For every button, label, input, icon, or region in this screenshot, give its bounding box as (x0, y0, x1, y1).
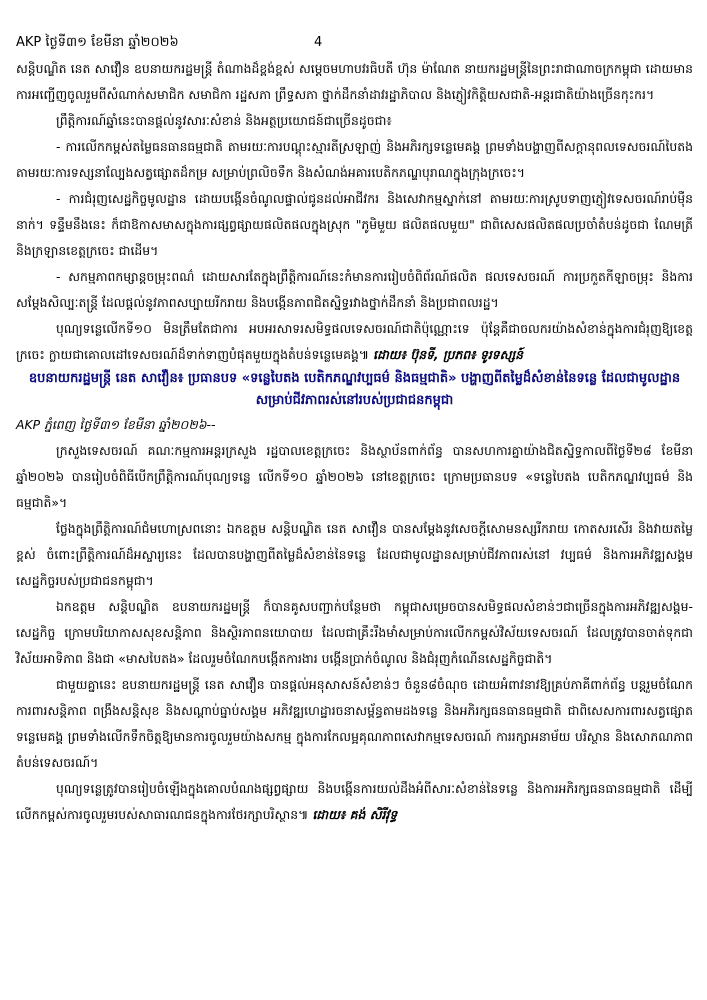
article-paragraph: ឯកឧត្តម សន្តិបណ្ឌិត ឧបនាយករដ្ឋមន្ត្រី ក៏បានគូសបញ្ជាក់បន្ថែមថា កម្ពុជាសម្រេចបានសមិទ្ធផលសំខាន់ៗជាច្រើនក្នុងការអភិវឌ្ឍសង្គម-សេដ្ឋកិច្ច ក្រោមបរិយាកាសសុខសន្តិភាព និងស្ថិរភាពនយោបាយ ដែលជាគ្រឹះរឹងមាំសម្រាប់ការលើកកម្ពស់វិស័យទេសចរណ៍ ដែលត្រូវបានចាត់ទុកជាវិស័យអាទិភាព និងជា «មាសបៃតង» ដែលរួមចំណែកបង្កើតការងារ បង្កើនប្រាក់ចំណូល និងជំរុញកំណើនសេដ្ឋកិច្ចជាតិ។ (16, 599, 693, 666)
article-paragraph: ក្រសួងទេសចរណ៍ គណៈកម្មការអន្តរក្រសួង រដ្ឋបាលខេត្តក្រចេះ និងស្ថាប័នពាក់ព័ន្ធ បានសហការគ្នាយ៉ាងជិតស្និទ្ធកាលពីថ្ងៃទី២៨ ខែមីនា ឆ្នាំ២០២៦ បានរៀបចំពិធីបើកព្រឹត្តិការណ៍បុណ្យទន្លេ លើកទី១០ ឆ្នាំ២០២៦ នៅខេត្តក្រចេះ ក្រោមប្រធានបទ «ទន្លេបៃតង បេតិកភណ្ឌវប្បធម៌ និងធម្មជាតិ»។ (16, 443, 693, 510)
paragraph-continued: សន្តិបណ្ឌិត នេត សាវឿន ឧបនាយករដ្ឋមន្ត្រី តំណាងដ៏ខ្ពង់ខ្ពស់ សម្ដេចមហាបវរធិបតី ហ៊ុន ម៉ាណែត នាយករដ្ឋមន្ត្រីនៃព្រះរាជាណាចក្រកម្ពុជា ដោយមានការអញ្ជើញចូលរួមពីសំណាក់សមាជិក សមាជិកា រដ្ឋសភា ព្រឹទ្ធសភា ថ្នាក់ដឹកនាំដាវរដ្ឋាភិបាល និងភ្ញៀវកិត្តិយសជាតិ-អន្តរជាតិយ៉ាងច្រើនកុះករ។ (16, 61, 693, 102)
bullet-item: - សកម្មភាពកម្សាន្តចម្រុះពណ៌ ដោយសារតែក្នុងព្រឹត្តិការណ៍នេះកំមានការរៀបចំពិព័រណ៍ផលិត ផលទេសចរណ៍ ការប្រកួតកីឡាចម្រុះ និងការសម្ដែងសិល្បៈតន្ត្រី ដែលផ្ដល់នូវភាពសប្បាយរីករាយ និងបង្កើនភាពជិតស្និទ្ធរវាងថ្នាក់ដឹកនាំ និងប្រជាពលរដ្ឋ។ (16, 269, 693, 310)
article-byline: ដោយ៖ ប៊ុនទី, ប្រភព៖ ទូរទស្សន៍ (373, 347, 524, 362)
article-previous (16, 56, 693, 368)
article-paragraph-text: បុណ្យទន្លេត្រូវបានរៀបចំឡើងក្នុងគោលបំណងផ្សព្វផ្សាយ និងបង្កើនការយល់ដឹងអំពីសារៈសំខាន់នៃទន្លេ និងការអភិរក្សធនធានធម្មជាតិ ដើម្បីលើកកម្ពស់ការចូលរួមរបស់សាធារណជនក្នុងការថែរក្សាបរិស្ថាន៕ (16, 781, 693, 822)
page-number: 4 (314, 35, 323, 50)
article-dateline: AKP ភ្នំពេញ ថ្ងៃទី៣១ ខែមីនា ឆ្នាំ២០២៦-- (16, 417, 216, 432)
paragraph-closing (16, 316, 693, 368)
page-header (16, 34, 693, 56)
article-main (16, 368, 693, 828)
article-byline: ដោយ៖ គង់ សិរីវុទ្ធ (312, 807, 398, 822)
article-paragraph: ថ្លែងក្នុងព្រឹត្តិការណ៍ជំមហោស្រពនោះ ឯកឧត្តម សន្តិបណ្ឌិត នេត សាវឿន បានសម្ដែងនូវសេចក្ដីសោមនស្សរីករាយ កោតសរសើរ និងវាយតម្លៃខ្ពស់ ចំពោះព្រឹត្តិការណ៍ដ៏អស្ចារ្យនេះ ដែលបានបង្ហាញពីតម្លៃដ៏សំខាន់នៃទន្លេ ដែលជាមូលដ្ឋានសម្រាប់ជីវភាពរស់នៅ វប្បធម៌ និងការអភិវឌ្ឍសង្គមសេដ្ឋកិច្ចរបស់ប្រជាជនកម្ពុជា។ (16, 521, 693, 588)
header-dateline: AKP ថ្ងៃទី៣១ ខែមីនា ឆ្នាំ២០២៦ (16, 35, 179, 50)
article-paragraph: ជាមួយគ្នានេះ ឧបនាយករដ្ឋមន្ត្រី នេត សាវឿន បានផ្ដល់អនុសាសន៍សំខាន់ៗ ចំនួន៨ចំណុច ដោយអំពាវនាវឱ្យគ្រប់ភាគីពាក់ព័ន្ធ បន្តរួមចំណែកការពារសន្តិភាព ពង្រឹងសន្តិសុខ និងសណ្ដាប់ធ្នាប់សង្គម អភិវឌ្ឍហេដ្ឋារចនាសម្ព័ន្ធតាមដងទន្លេ និងអភិរក្សធនធានធម្មជាតិ ជាពិសេសការពារសត្វផ្សោតទន្លេមេគង្គ ព្រមទាំងលើកទឹកចិត្តឱ្យមានការចូលរួមយ៉ាងសកម្ម ក្នុងការកែលម្អគុណភាពសេវាកម្មទេសចរណ៍ ការរក្សាអនាម័យ បរិស្ថាន និងសោភណភាពតំបន់ទេសចរណ៍។ (16, 677, 693, 770)
bullet-item: - ការលើកកម្ពស់តម្លៃធនធានធម្មជាតិ តាមរយៈការបណ្ដុះស្មារតីស្រឡាញ់ និងអភិរក្សទន្លេមេគង្គ ព្រមទាំងបង្ហាញពីសក្ដានុពលទេសចរណ៍បៃតង តាមរយៈការទស្សនាល្បែងសត្វផ្សោតដ៏កម្រ សម្រាប់ព្រលិចទឹក និងសំណង់អគារបេតិកភណ្ឌបុរាណក្នុងក្រុងក្រចេះ។ (16, 139, 693, 180)
article-paragraph-last (16, 776, 693, 828)
paragraph-intro: ព្រឹត្តិការណ៍ឆ្នាំនេះបានផ្ដល់នូវសារៈសំខាន់ និងអត្ថប្រយោជន៍ជាច្រើនដូចជា៖ (56, 113, 392, 128)
bullet-item: - ការជំរុញសេដ្ឋកិច្ចមូលដ្ឋាន ដោយបង្កើនចំណូលផ្ទាល់ជូនដល់អាជីវករ និងសេវាកម្មស្នាក់នៅ តាមរយៈការស្រូបទាញភ្ញៀវទេសចរណ៍រាប់ម៉ឺននាក់។ ទន្ទឹមនឹងនេះ ក៏ជាឱកាសមាសក្នុងការផ្សព្វផ្សាយផលិតផលក្នុងស្រុក "ភូមិមួយ ផលិតផលមួយ" ជាពិសេសផលិតផលប្រចាំតំបន់ដូចជា ណែមត្រី និងក្រឡានខេត្តក្រចេះ ជាដើម។ (16, 191, 693, 258)
paragraph-closing-text: បុណ្យទន្លេលើកទី១០ មិនត្រឹមតែជាការ អបអរសាទរសមិទ្ធផលទេសចរណ៍ជាតិប៉ុណ្ណោះទេ ប៉ុន្តែគឺជាចលករយ៉ាងសំខាន់ក្នុងការជំរុញឱ្យខេត្តក្រចេះ ក្លាយជាគោលដៅទេសចរណ៍ដ៏ទាក់ទាញបំផុតមួយក្នុងតំបន់ទន្លេមេគង្គ៕ (16, 321, 693, 362)
article-headline: ឧបនាយករដ្ឋមន្ត្រី នេត សាវឿន៖ ប្រធានបទ «ទន្លេបៃតង បេតិកភណ្ឌវប្បធម៌ និងធម្មជាតិ» បង្ហាញពីតម្លៃដ៏សំខាន់នៃទន្លេ ដែលជាមូលដ្ឋានសម្រាប់ជីវភាពរស់នៅរបស់ប្រជាជនកម្ពុជា (28, 371, 681, 408)
